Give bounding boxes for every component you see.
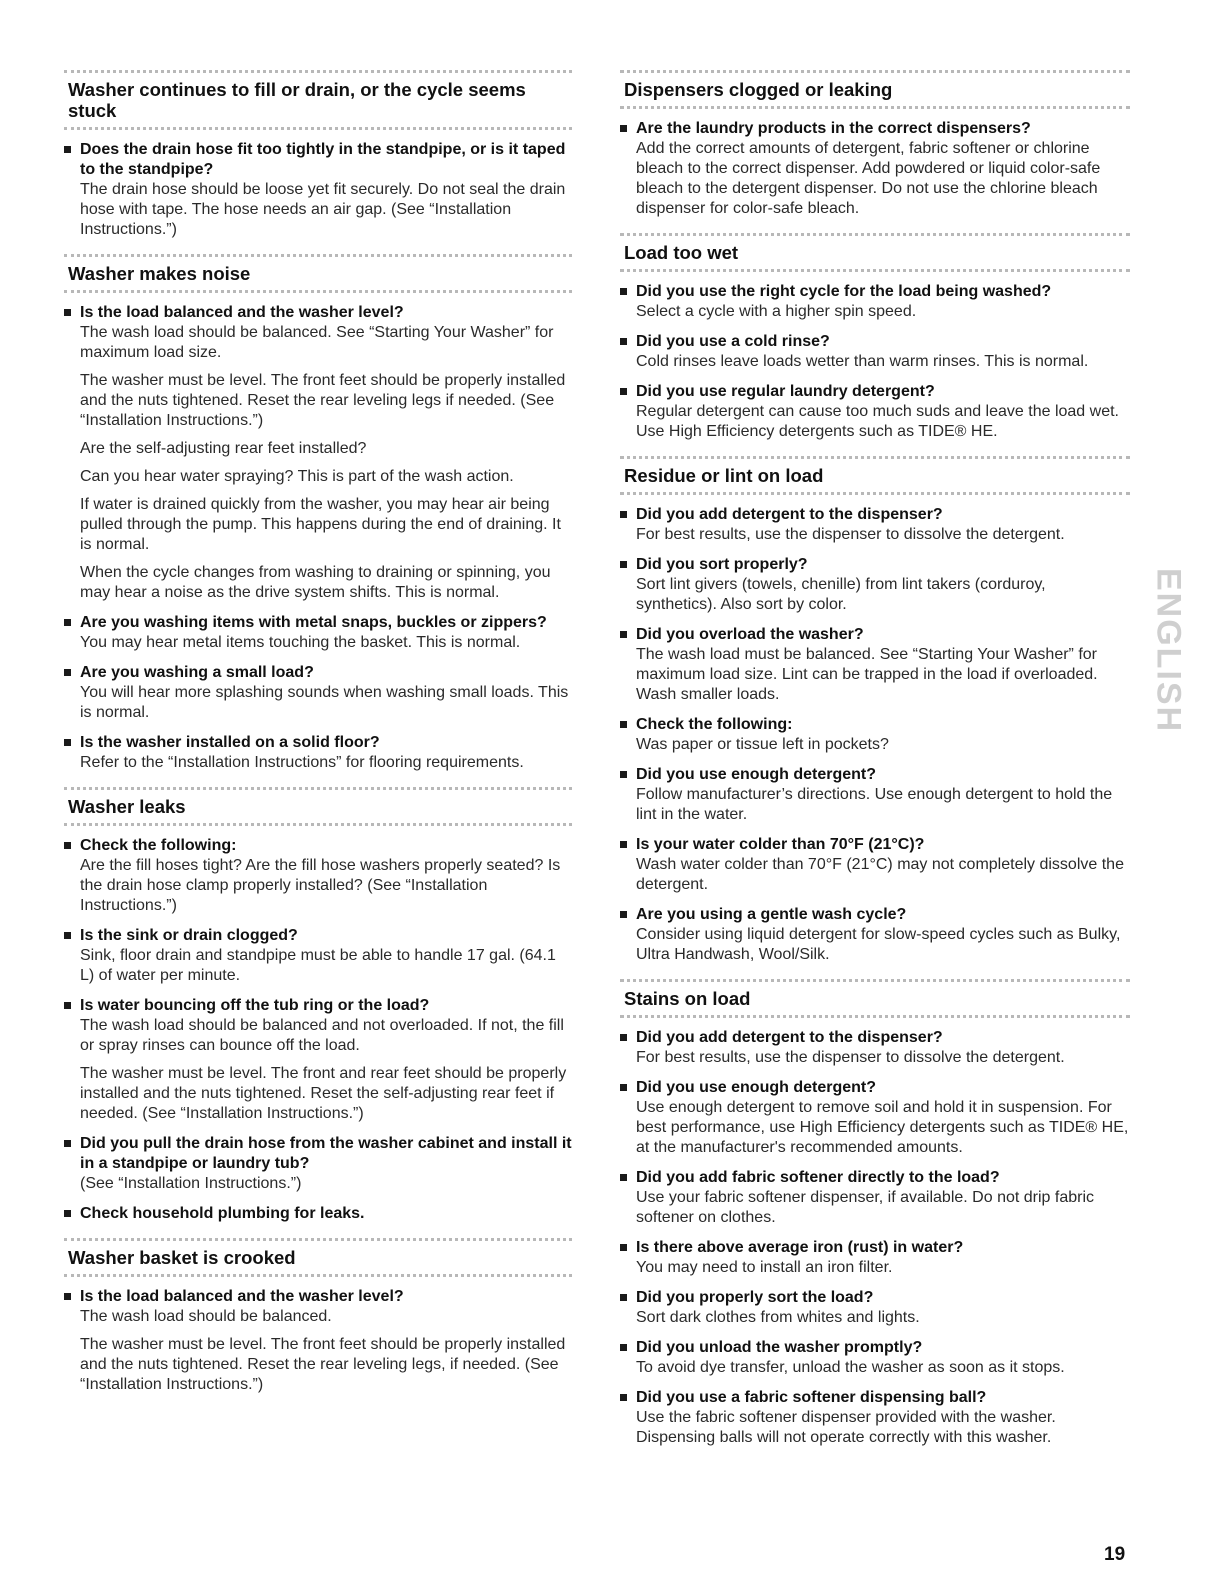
item-answer: Was paper or tissue left in pockets? — [636, 736, 889, 753]
troubleshooting-item — [620, 835, 1130, 895]
troubleshooting-item — [64, 1134, 572, 1194]
language-side-tab — [1150, 568, 1186, 733]
troubleshooting-item — [620, 765, 1130, 825]
square-bullet-icon — [64, 1293, 71, 1300]
troubleshooting-item — [64, 836, 572, 916]
troubleshooting-item — [620, 332, 1130, 372]
troubleshooting-section — [64, 254, 572, 773]
item-answer: Refer to the “Installation Instructions” for flooring requirements. — [80, 754, 524, 771]
troubleshooting-item — [64, 926, 572, 986]
square-bullet-icon — [64, 842, 71, 849]
item-answer: The washer must be level. The front feet should be properly installed and the nuts tightened. Reset the rear leveling legs, if needed. (See “Installation Instructions.”) — [80, 1336, 566, 1393]
item-question: Are you washing items with metal snaps, buckles or zippers? — [80, 614, 547, 631]
section-header — [620, 70, 1130, 109]
section-title: Washer leaks — [68, 796, 186, 817]
item-question: Is the washer installed on a solid floor? — [80, 734, 380, 751]
square-bullet-icon — [620, 288, 627, 295]
item-answer: When the cycle changes from washing to draining or spinning, you may hear a noise as the drive system shifts. This is normal. — [80, 564, 551, 601]
square-bullet-icon — [64, 146, 71, 153]
square-bullet-icon — [620, 1394, 627, 1401]
item-answer: Use enough detergent to remove soil and hold it in suspension. For best performance, use High Efficiency detergents such as TIDE® HE, at the manufacturer's recommended amounts. — [636, 1099, 1129, 1156]
item-question: Is the sink or drain clogged? — [80, 927, 298, 944]
square-bullet-icon — [620, 561, 627, 568]
section-items — [64, 303, 572, 773]
section-header — [64, 1238, 572, 1277]
item-answer: To avoid dye transfer, unload the washer as soon as it stops. — [636, 1359, 1065, 1376]
item-question: Does the drain hose fit too tightly in the standpipe, or is it taped to the standpipe? — [80, 141, 566, 178]
troubleshooting-item — [620, 1168, 1130, 1228]
troubleshooting-item — [64, 140, 572, 240]
section-title: Residue or lint on load — [624, 465, 824, 486]
item-answer: The wash load should be balanced. See “Starting Your Washer” for maximum load size. — [80, 324, 554, 361]
item-question: Check household plumbing for leaks. — [80, 1205, 365, 1222]
section-items — [620, 282, 1130, 442]
section-title: Load too wet — [624, 242, 739, 263]
item-question: Check the following: — [80, 837, 237, 854]
troubleshooting-item — [620, 1338, 1130, 1378]
troubleshooting-item — [64, 733, 572, 773]
item-answer: Sink, floor drain and standpipe must be able to handle 17 gal. (64.1 L) of water per minute. — [80, 947, 556, 984]
left-column — [64, 70, 572, 1409]
square-bullet-icon — [620, 911, 627, 918]
square-bullet-icon — [64, 309, 71, 316]
item-answer: For best results, use the dispenser to dissolve the detergent. — [636, 1049, 1065, 1066]
section-header — [620, 456, 1130, 495]
item-answer: The washer must be level. The front feet should be properly installed and the nuts tightened. Reset the rear leveling legs if needed. (See “Installation Instructions.”) — [80, 372, 566, 429]
square-bullet-icon — [64, 619, 71, 626]
item-answer: (See “Installation Instructions.”) — [80, 1175, 302, 1192]
item-question: Is your water colder than 70°F (21°C)? — [636, 836, 925, 853]
troubleshooting-item — [620, 382, 1130, 442]
item-answer: For best results, use the dispenser to dissolve the detergent. — [636, 526, 1065, 543]
item-question: Did you unload the washer promptly? — [636, 1339, 923, 1356]
troubleshooting-item — [64, 1204, 572, 1224]
item-question: Are you washing a small load? — [80, 664, 314, 681]
troubleshooting-section — [620, 979, 1130, 1448]
troubleshooting-section — [64, 70, 572, 240]
item-question: Did you use a fabric softener dispensing ball? — [636, 1389, 987, 1406]
troubleshooting-item — [620, 1388, 1130, 1448]
square-bullet-icon — [620, 338, 627, 345]
troubleshooting-item — [64, 303, 572, 603]
item-question: Are the laundry products in the correct dispensers? — [636, 120, 1031, 137]
item-answer: Follow manufacturer’s directions. Use enough detergent to hold the lint in the water. — [636, 786, 1113, 823]
square-bullet-icon — [620, 721, 627, 728]
item-question: Did you use enough detergent? — [636, 1079, 877, 1096]
square-bullet-icon — [620, 1174, 627, 1181]
square-bullet-icon — [620, 1244, 627, 1251]
troubleshooting-item — [620, 1288, 1130, 1328]
square-bullet-icon — [620, 388, 627, 395]
item-question: Did you use the right cycle for the load being washed? — [636, 283, 1052, 300]
square-bullet-icon — [64, 1140, 71, 1147]
item-answer: Use the fabric softener dispenser provided with the washer. Dispensing balls will not operate correctly with this washer. — [636, 1409, 1056, 1446]
troubleshooting-section — [64, 787, 572, 1224]
item-answer: If water is drained quickly from the washer, you may hear air being pulled through the pump. This happens during the end of draining. It is normal. — [80, 496, 561, 553]
item-question: Check the following: — [636, 716, 793, 733]
section-header — [64, 787, 572, 826]
troubleshooting-item — [620, 282, 1130, 322]
item-question: Is water bouncing off the tub ring or the load? — [80, 997, 430, 1014]
item-answer: Are the fill hoses tight? Are the fill hose washers properly seated? Is the drain hose clamp properly installed? (See “Installation Instructions.”) — [80, 857, 561, 914]
square-bullet-icon — [620, 841, 627, 848]
troubleshooting-section — [620, 233, 1130, 442]
troubleshooting-item — [620, 555, 1130, 615]
section-title: Washer basket is crooked — [68, 1247, 296, 1268]
troubleshooting-item — [620, 119, 1130, 219]
item-question: Did you sort properly? — [636, 556, 808, 573]
item-question: Did you overload the washer? — [636, 626, 864, 643]
item-answer: Regular detergent can cause too much suds and leave the load wet. Use High Efficiency detergents such as TIDE® HE. — [636, 403, 1119, 440]
troubleshooting-item — [64, 663, 572, 723]
troubleshooting-item — [620, 1028, 1130, 1068]
item-question: Is the load balanced and the washer level? — [80, 1288, 404, 1305]
troubleshooting-section — [620, 70, 1130, 219]
square-bullet-icon — [620, 1084, 627, 1091]
section-items — [620, 505, 1130, 965]
section-title: Dispensers clogged or leaking — [624, 79, 893, 100]
item-answer: Sort lint givers (towels, chenille) from lint takers (corduroy, synthetics). Also sort by color. — [636, 576, 1046, 613]
section-items — [620, 119, 1130, 219]
item-answer: Add the correct amounts of detergent, fabric softener or chlorine bleach to the correct dispenser. Add powdered or liquid color-safe bleach to the detergent dispenser. Do not use the chlorine bleach dispenser for color-safe bleach. — [636, 140, 1101, 217]
item-answer: The drain hose should be loose yet fit securely. Do not seal the drain hose with tape. The hose needs an air gap. (See “Installation Instructions.”) — [80, 181, 566, 238]
right-column — [620, 70, 1130, 1462]
section-items — [64, 1287, 572, 1395]
item-question: Is there above average iron (rust) in water? — [636, 1239, 964, 1256]
square-bullet-icon — [64, 739, 71, 746]
troubleshooting-item — [64, 613, 572, 653]
square-bullet-icon — [64, 932, 71, 939]
section-header — [64, 254, 572, 293]
item-answer: Select a cycle with a higher spin speed. — [636, 303, 917, 320]
square-bullet-icon — [620, 125, 627, 132]
item-answer: Use your fabric softener dispenser, if available. Do not drip fabric softener on clothes. — [636, 1189, 1095, 1226]
troubleshooting-item — [620, 905, 1130, 965]
item-answer: You may hear metal items touching the basket. This is normal. — [80, 634, 521, 651]
item-question: Are you using a gentle wash cycle? — [636, 906, 907, 923]
section-header — [620, 233, 1130, 272]
item-answer: You may need to install an iron filter. — [636, 1259, 893, 1276]
side-tab-text: ENGLISH — [1149, 568, 1188, 734]
item-answer: Wash water colder than 70°F (21°C) may not completely dissolve the detergent. — [636, 856, 1124, 893]
square-bullet-icon — [620, 1034, 627, 1041]
item-question: Did you properly sort the load? — [636, 1289, 874, 1306]
section-header — [620, 979, 1130, 1018]
item-answer: Cold rinses leave loads wetter than warm rinses. This is normal. — [636, 353, 1089, 370]
item-answer: The wash load should be balanced and not overloaded. If not, the fill or spray rinses can bounce off the load. — [80, 1017, 564, 1054]
item-question: Did you add detergent to the dispenser? — [636, 506, 943, 523]
square-bullet-icon — [64, 1210, 71, 1217]
square-bullet-icon — [620, 771, 627, 778]
item-question: Did you use enough detergent? — [636, 766, 877, 783]
section-title: Washer makes noise — [68, 263, 251, 284]
section-title: Washer continues to fill or drain, or the cycle seems stuck — [68, 79, 526, 121]
item-question: Did you pull the drain hose from the washer cabinet and install it in a standpipe or laundry tub? — [80, 1135, 572, 1172]
item-question: Did you add detergent to the dispenser? — [636, 1029, 943, 1046]
item-question: Did you add fabric softener directly to the load? — [636, 1169, 1000, 1186]
item-answer: Are the self-adjusting rear feet installed? — [80, 440, 367, 457]
square-bullet-icon — [64, 669, 71, 676]
page-number: 19 — [1104, 1544, 1126, 1565]
item-question: Did you use a cold rinse? — [636, 333, 830, 350]
square-bullet-icon — [64, 1002, 71, 1009]
section-items — [620, 1028, 1130, 1448]
item-answer: The wash load must be balanced. See “Starting Your Washer” for maximum load size. Lint can be trapped in the load if overloaded. Wash smaller loads. — [636, 646, 1098, 703]
item-answer: Consider using liquid detergent for slow-speed cycles such as Bulky, Ultra Handwash, Wool/Silk. — [636, 926, 1121, 963]
troubleshooting-section — [620, 456, 1130, 965]
item-answer: You will hear more splashing sounds when washing small loads. This is normal. — [80, 684, 569, 721]
item-question: Is the load balanced and the washer level? — [80, 304, 404, 321]
troubleshooting-item — [620, 1078, 1130, 1158]
troubleshooting-item — [620, 625, 1130, 705]
item-answer: The washer must be level. The front and rear feet should be properly installed and the nuts tightened. Reset the self-adjusting rear feet if needed. (See “Installation Instructions.”) — [80, 1065, 567, 1122]
square-bullet-icon — [620, 631, 627, 638]
section-items — [64, 836, 572, 1224]
troubleshooting-section — [64, 1238, 572, 1395]
item-question: Did you use regular laundry detergent? — [636, 383, 935, 400]
section-header — [64, 70, 572, 130]
item-answer: Can you hear water spraying? This is part of the wash action. — [80, 468, 514, 485]
troubleshooting-item — [64, 996, 572, 1124]
square-bullet-icon — [620, 1344, 627, 1351]
item-answer: Sort dark clothes from whites and lights. — [636, 1309, 920, 1326]
troubleshooting-item — [620, 505, 1130, 545]
section-items — [64, 140, 572, 240]
item-answer: The wash load should be balanced. — [80, 1308, 332, 1325]
section-title: Stains on load — [624, 988, 751, 1009]
square-bullet-icon — [620, 1294, 627, 1301]
troubleshooting-item — [620, 715, 1130, 755]
troubleshooting-item — [64, 1287, 572, 1395]
troubleshooting-item — [620, 1238, 1130, 1278]
square-bullet-icon — [620, 511, 627, 518]
